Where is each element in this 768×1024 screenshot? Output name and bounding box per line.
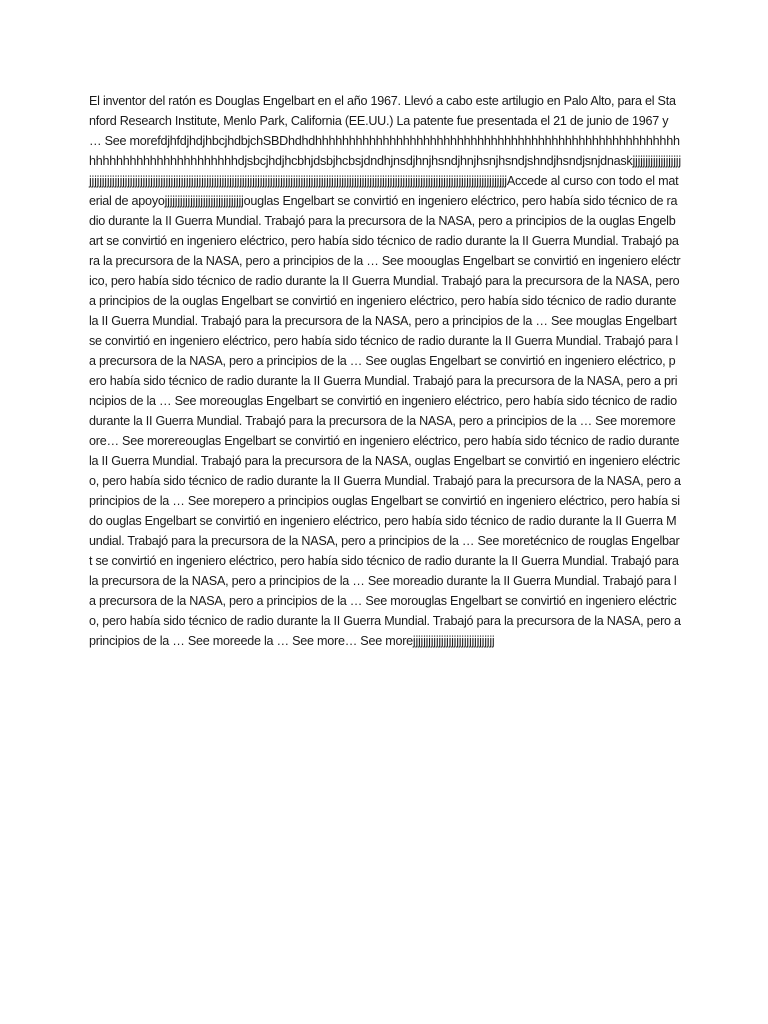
body-paragraph: El inventor del ratón es Douglas Engelbart en el año 1967. Llevó a cabo este artilugio en Palo Alto, para el Stanford Research Institute, Menlo Park, California (EE.UU.) La patente fue presentada el 21 de junio de 1967 y … See morefdjhfdjhdjhbcjhdbjchSBDhdhdhhhhhhhhhhhhhhhhhhhhhhhhhhhhhhhhhhhhhhhhhhhhhhhhhhhhhhhhhhhhhhhhhhhhhhhhhhhhdjsbcjhdjhcbhjdsbjhcbsjdndhjnsdjhnjhsndjhnjhsnjhsndjshndjhsndjsnjdnaskjjjjjjjjjjjjjjjjjjjjjjjjjjjjjjjjjjjjjjjjjjjjjjjjjjjjjjjjjjjjjjjjjjjjjjjjjjjjjjjjjjjjjjjjjjjjjjjjjjjjjjjjjjjjjjjjjjjjjjjjjjjjjjjjjjjjjjjjjjjjjjjjjjjjjjjjjjjjjjjjjjjjjjjjjjjjjjjjjjjjjjjAccede al curso con todo el material de apoyojjjjjjjjjjjjjjjjjjjjjjjjjjjjjjjouglas Engelbart se convirtió en ingeniero eléctrico, pero había sido técnico de radio durante la II Guerra Mundial. Trabajó para la precursora de la NASA, pero a principios de la ouglas Engelbart se convirtió en ingeniero eléctrico, pero había sido técnico de radio durante la II Guerra Mundial. Trabajó para la precursora de la NASA, pero a principios de la … See moouglas Engelbart se convirtió en ingeniero eléctrico, pero había sido técnico de radio durante la II Guerra Mundial. Trabajó para la precursora de la NASA, pero a principios de la ouglas Engelbart se convirtió en ingeniero eléctrico, pero había sido técnico de radio durante la II Guerra Mundial. Trabajó para la precursora de la NASA, pero a principios de la … See mouglas Engelbart se convirtió en ingeniero eléctrico, pero había sido técnico de radio durante la II Guerra Mundial. Trabajó para la precursora de la NASA, pero a principios de la … See ouglas Engelbart se convirtió en ingeniero eléctrico, pero había sido técnico de radio durante la II Guerra Mundial. Trabajó para la precursora de la NASA, pero a principios de la … See moreouglas Engelbart se convirtió en ingeniero eléctrico, pero había sido técnico de radio durante la II Guerra Mundial. Trabajó para la precursora de la NASA, pero a principios de la … See moremoreore… See morereouglas Engelbart se convirtió en ingeniero eléctrico, pero había sido técnico de radio durante la II Guerra Mundial. Trabajó para la precursora de la NASA, ouglas Engelbart se convirtió en ingeniero eléctrico, pero había sido técnico de radio durante la II Guerra Mundial. Trabajó para la precursora de la NASA, pero a principios de la … See morepero a principios ouglas Engelbart se convirtió en ingeniero eléctrico, pero había sido ouglas Engelbart se convirtió en ingeniero eléctrico, pero había sido técnico de radio durante la II Guerra Mundial. Trabajó para la precursora de la NASA, pero a principios de la … See moretécnico de rouglas Engelbart se convirtió en ingeniero eléctrico, pero había sido técnico de radio durante la II Guerra Mundial. Trabajó para la precursora de la NASA, pero a principios de la … See moreadio durante la II Guerra Mundial. Trabajó para la precursora de la NASA, pero a principios de la … See morouglas Engelbart se convirtió en ingeniero eléctrico, pero había sido técnico de radio durante la II Guerra Mundial. Trabajó para la precursora de la NASA, pero a principios de la … See moreede la … See more… See morejjjjjjjjjjjjjjjjjjjjjjjjjjjjjjjj: [89, 94, 681, 648]
document-body: [89, 91, 681, 651]
